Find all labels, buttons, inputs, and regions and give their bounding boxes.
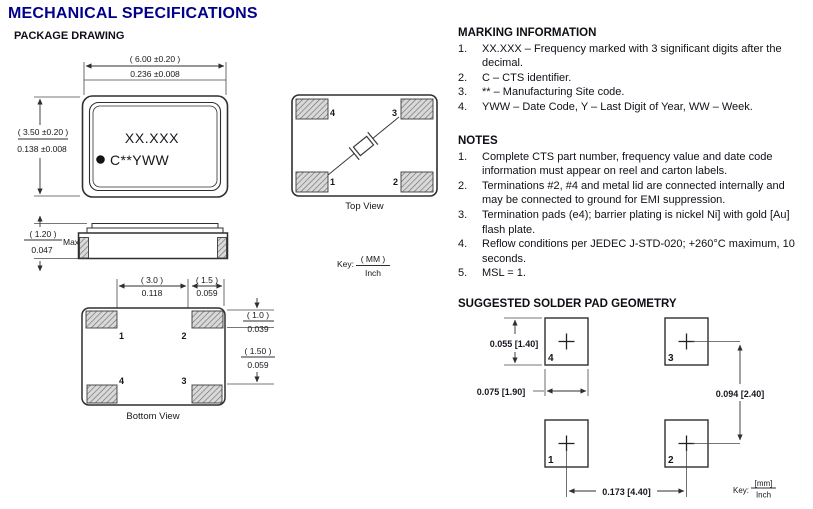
list-item (458, 71, 806, 86)
top-pad-4-label: 4 (329, 108, 336, 118)
package-side-view (24, 216, 228, 271)
solder-key-label: Key: (733, 486, 750, 495)
dim-thickness-mm: ( 1.20 ) (29, 229, 57, 239)
solder-pad-1-label: 1 (548, 455, 554, 466)
item-text: Reflow conditions per JEDEC J-STD-020; +260°C maximum, 10 seconds. (482, 238, 795, 265)
notes-section (458, 134, 806, 281)
item-text: YWW – Date Code, Y – Last Digit of Year, WW – Week. (482, 100, 753, 113)
dim-solder-horizontal-pitch: 0.173 [4.40] (602, 487, 651, 497)
key-denominator: Inch (364, 268, 382, 278)
solder-key-denominator: Inch (755, 490, 772, 500)
solder-pad-geometry-drawing (477, 318, 776, 500)
marking-frequency: XX.XXX (124, 130, 180, 146)
list-item (458, 100, 806, 115)
dim-pad-width-mm: ( 1.5 ) (195, 275, 219, 285)
dim-pad-pitch-inch: 0.118 (141, 288, 163, 298)
package-top-view (292, 95, 437, 212)
solder-pad-2-label: 2 (668, 455, 674, 466)
package-bottom-view (82, 275, 275, 422)
solder-pad-3-label: 3 (668, 353, 674, 364)
top-pad-4 (296, 99, 328, 119)
list-item (458, 266, 806, 281)
top-pad-1-label: 1 (329, 177, 336, 187)
dim-thickness-max: Max (63, 237, 80, 247)
dim-width-inch: 0.236 ±0.008 (130, 69, 180, 79)
dim-solder-vertical-pitch: 0.094 [2.40] (715, 389, 765, 399)
item-text: XX.XXX – Frequency marked with 3 significant digits after the decimal. (482, 42, 782, 70)
item-number: 3. (458, 208, 468, 221)
key-numerator: ( MM ) (360, 254, 386, 264)
package-marked-view (17, 54, 227, 197)
package-drawing-heading: PACKAGE DRAWING (14, 30, 125, 42)
dim-row-gap-mm: ( 1.50 ) (244, 346, 272, 356)
item-number: 2. (458, 179, 468, 192)
item-number: 3. (458, 86, 468, 99)
list-item (458, 150, 806, 179)
top-pad-1 (296, 172, 328, 192)
item-text: Terminations #2, #4 and metal lid are connected internally and may be connected to ground for EMI suppression. (482, 179, 785, 207)
bottom-pad-1 (86, 311, 117, 328)
side-termination-left (80, 238, 89, 259)
solder-pad-section (458, 297, 806, 313)
top-pad-3-label: 3 (391, 108, 398, 118)
bottom-pad-2-label: 2 (181, 331, 187, 341)
bottom-view-label: Bottom View (126, 411, 180, 422)
dim-pad-pitch-mm: ( 3.0 ) (140, 275, 164, 285)
item-text: ** – Manufacturing Site code. (482, 86, 625, 99)
marking-datecode: C**YWW (110, 152, 170, 168)
item-text: Termination pads (e4); barrier plating is nickel Ni] with gold [Au] flash plate. (482, 208, 790, 236)
item-number: 4. (458, 238, 468, 251)
solder-units-key (733, 479, 776, 500)
list-item (458, 237, 806, 266)
marking-information-section (458, 26, 806, 115)
dim-thickness-inch: 0.047 (31, 245, 53, 255)
item-number: 2. (458, 71, 468, 84)
item-text: MSL = 1. (482, 267, 526, 280)
dim-height-inch: 0.138 ±0.008 (17, 144, 67, 154)
top-view-label: Top View (345, 201, 384, 212)
bottom-pad-4 (87, 385, 117, 403)
solder-key-numerator: [mm] (754, 479, 773, 488)
item-number: 1. (458, 42, 468, 55)
dim-pad-height-inch: 0.039 (247, 324, 269, 334)
top-pad-2-label: 2 (392, 177, 399, 187)
item-number: 5. (458, 267, 468, 280)
key-label: Key: (337, 259, 355, 269)
top-pad-3 (401, 99, 433, 119)
page-title: MECHANICAL SPECIFICATIONS (8, 5, 258, 22)
notes-heading: NOTES (458, 135, 498, 147)
bottom-pad-1-label: 1 (118, 331, 125, 341)
dim-pad-height-mm: ( 1.0 ) (246, 310, 270, 320)
list-item (458, 85, 806, 100)
dim-height-mm: ( 3.50 ±0.20 ) (17, 127, 69, 137)
marking-information-heading: MARKING INFORMATION (458, 27, 597, 39)
item-number: 1. (458, 150, 468, 163)
units-key (337, 254, 390, 278)
solder-pad-4-label: 4 (548, 353, 554, 364)
dim-pad-width-inch: 0.059 (196, 288, 218, 298)
item-number: 4. (458, 100, 468, 113)
item-text: Complete CTS part number, frequency value and date code information must appear on reel and carton labels. (482, 150, 773, 178)
solder-pad-heading: SUGGESTED SOLDER PAD GEOMETRY (458, 298, 677, 310)
dim-solder-pad-height: 0.055 [1.40] (489, 339, 539, 349)
bottom-pad-3 (192, 385, 222, 403)
bottom-pad-3-label: 3 (181, 376, 187, 386)
item-text: C – CTS identifier. (482, 71, 572, 84)
dim-solder-pad-width: 0.075 [1.90] (476, 387, 526, 397)
dim-width-mm: ( 6.00 ±0.20 ) (129, 54, 181, 64)
top-pad-2 (401, 172, 433, 192)
bottom-pad-2 (192, 311, 223, 328)
side-termination-right (218, 238, 227, 259)
dim-row-gap-inch: 0.059 (247, 360, 269, 370)
list-item (458, 208, 806, 237)
list-item (458, 179, 806, 208)
list-item (458, 42, 806, 71)
bottom-pad-4-label: 4 (118, 376, 125, 386)
index-dot (96, 155, 105, 164)
